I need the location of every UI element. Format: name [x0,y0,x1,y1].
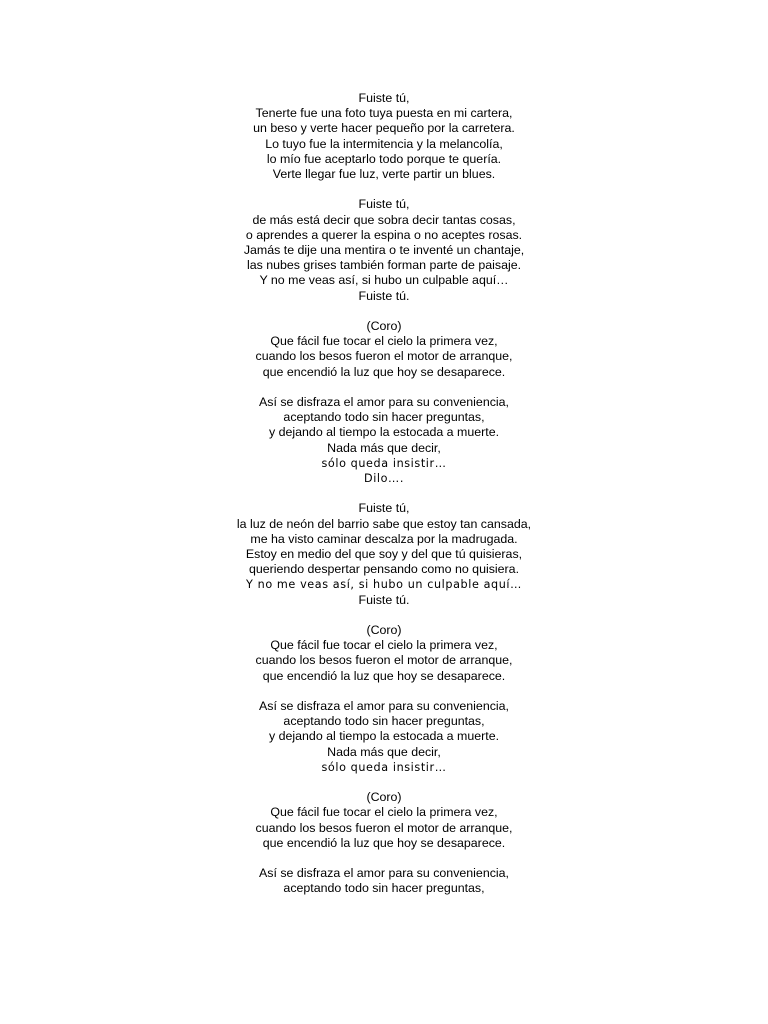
lyric-line: Que fácil fue tocar el cielo la primera vez, [270,334,498,349]
lyric-line: de más está decir que sobra decir tantas cosas, [252,212,516,227]
lyric-line: lo mío fue aceptarlo todo porque te quería. [266,151,502,166]
lyric-line: queriendo despertar pensando como no quisiera. [248,562,520,577]
chorus-label: (Coro) [366,319,402,334]
stanza-verse-3 [0,501,768,607]
stanza-bridge-2 [0,699,768,775]
lyric-line: Nada más que decir, [327,744,441,759]
lyric-line: Que fácil fue tocar el cielo la primera vez, [270,638,498,653]
lyric-line: que encendió la luz que hoy se desaparece. [262,835,506,850]
chorus-label: (Coro) [366,623,402,638]
lyric-line: Así se disfraza el amor para su conveniencia, [258,866,509,881]
lyric-line: sólo queda insistir… [321,760,447,774]
lyric-line: sólo queda insistir… [321,456,447,470]
lyric-line: la luz de neón del barrio sabe que estoy tan cansada, [236,516,532,531]
lyric-line: aceptando todo sin hacer preguntas, [283,714,485,729]
stanza-bridge-1 [0,395,768,486]
lyric-line: las nubes grises también forman parte de paisaje. [246,258,522,273]
lyric-line: Jamás te dije una mentira o te inventé un chantaje, [243,243,525,258]
lyric-line: Estoy en medio del que soy y del que tú quisieras, [245,547,523,562]
lyric-line: cuando los besos fueron el motor de arranque, [255,820,513,835]
lyrics-page [0,91,768,897]
lyric-line: aceptando todo sin hacer preguntas, [283,410,485,425]
lyric-line: que encendió la luz que hoy se desaparece. [262,364,506,379]
stanza-bridge-3 [0,866,768,896]
lyric-line: Que fácil fue tocar el cielo la primera vez, [270,805,498,820]
lyric-line: Dilo…. [363,472,405,486]
lyric-line: me ha visto caminar descalza por la madrugada. [250,531,518,546]
lyric-line: y dejando al tiempo la estocada a muerte. [268,425,500,440]
lyric-line: cuando los besos fueron el motor de arranque, [255,349,513,364]
lyric-line: Así se disfraza el amor para su conveniencia, [258,395,509,410]
lyric-line: que encendió la luz que hoy se desaparece. [262,668,506,683]
stanza-chorus-1 [0,319,768,380]
lyric-line: Y no me veas así, si hubo un culpable aquí… [246,578,522,592]
lyric-line: Así se disfraza el amor para su conveniencia, [258,699,509,714]
stanza-chorus-3 [0,790,768,851]
stanza-verse-2 [0,197,768,303]
stanza-chorus-2 [0,623,768,684]
lyric-line: aceptando todo sin hacer preguntas, [283,881,485,896]
lyric-line: Fuiste tú, [358,501,410,516]
lyric-line: cuando los besos fueron el motor de arranque, [255,653,513,668]
lyric-line: o aprendes a querer la espina o no aceptes rosas. [245,227,523,242]
stanza-verse-1 [0,91,768,182]
lyric-line: Y no me veas así, si hubo un culpable aquí… [259,273,509,288]
chorus-label: (Coro) [366,790,402,805]
lyric-line: Fuiste tú, [358,197,410,212]
lyric-line: Verte llegar fue luz, verte partir un blues. [272,167,496,182]
lyric-line: Fuiste tú, [358,91,410,105]
lyric-line: y dejando al tiempo la estocada a muerte. [268,729,500,744]
lyric-line: Fuiste tú. [358,288,410,303]
lyric-line: Nada más que decir, [327,440,441,455]
lyric-line: Fuiste tú. [358,592,410,607]
lyric-line: Tenerte fue una foto tuya puesta en mi cartera, [255,106,513,121]
lyric-line: Lo tuyo fue la intermitencia y la melancolía, [265,136,503,151]
lyric-line: un beso y verte hacer pequeño por la carretera. [253,121,515,136]
